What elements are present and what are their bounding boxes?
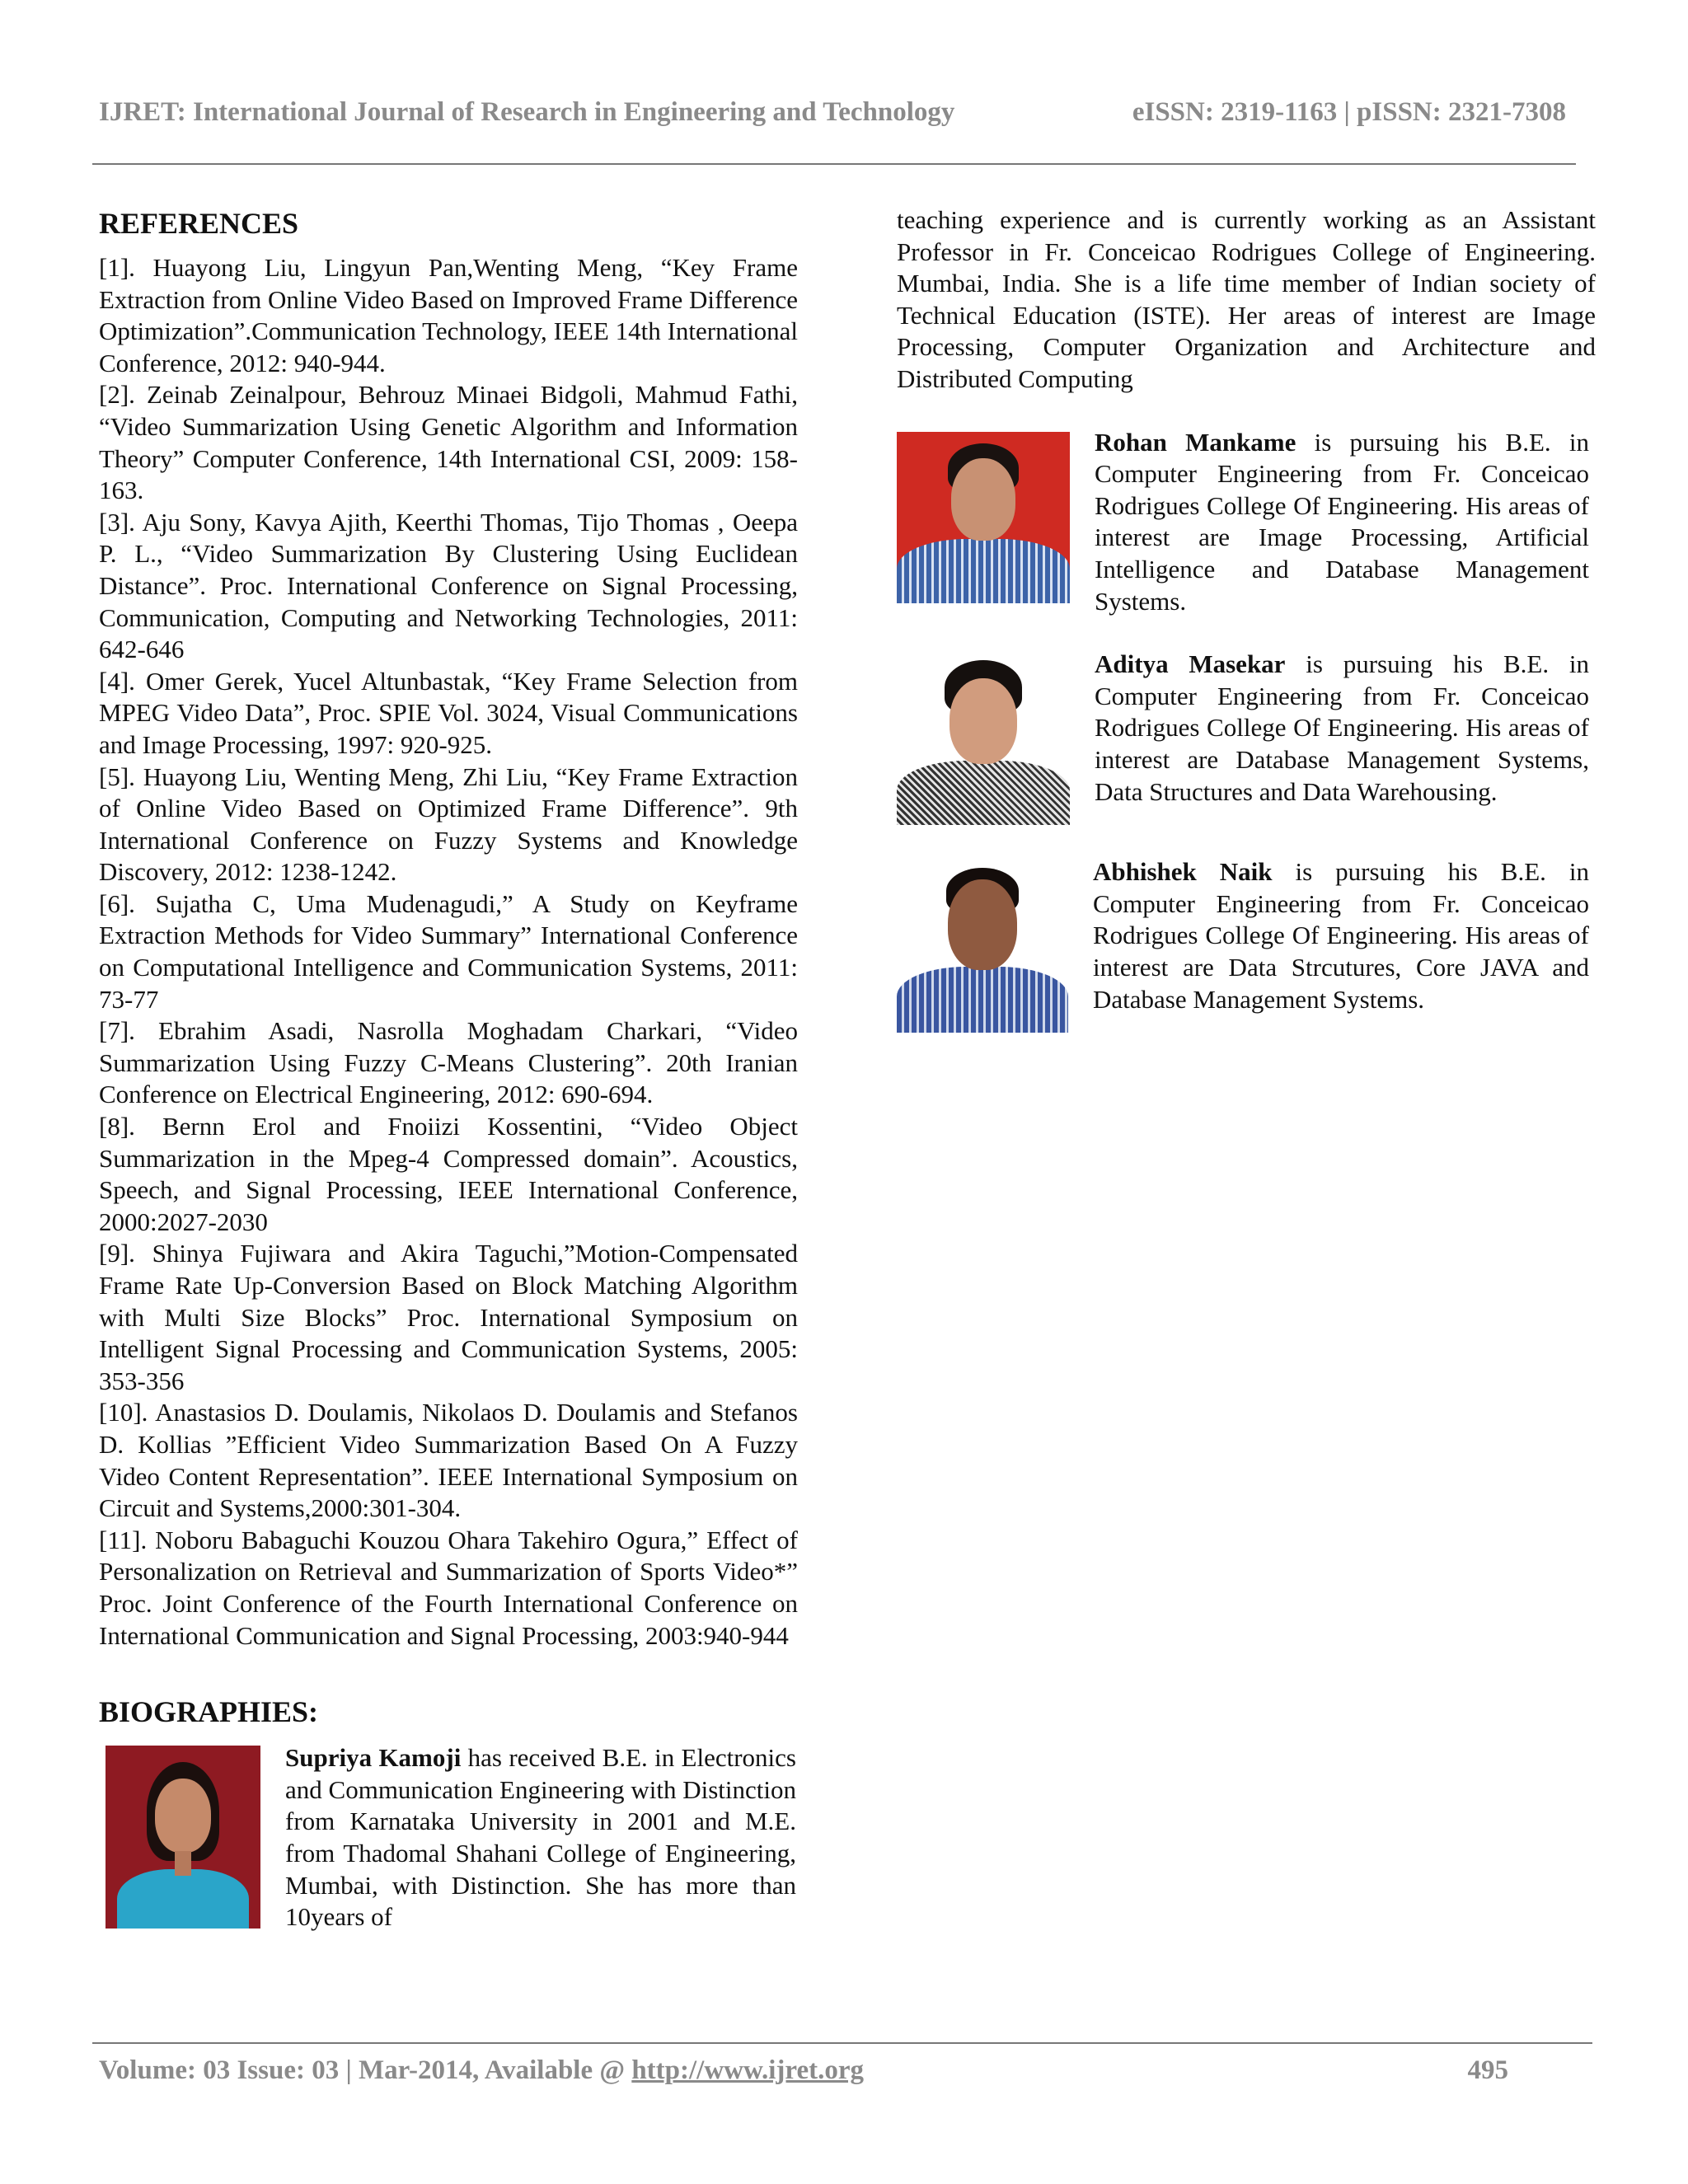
reference-9: [9]. Shinya Fujiwara and Akira Taguchi,”Motion-Compensated Frame Rate Up-Conversion Based on Block Matching Algorithm with Multi Size Blocks” Proc. International Symposium on Intelligent Signal Processing and Communication Systems, 2005: 353-356 (99, 1239, 798, 1395)
bio-text-rohan: Rohan Mankame is pursuing his B.E. in Computer Engineering from Fr. Conceicao Rodrigues College Of Engineering. His areas of interest are Image Processing, Artificial Intelligence and Database Management Systems. (1095, 427, 1589, 616)
bio-name-abhishek: Abhishek Naik (1093, 857, 1273, 887)
right-column (897, 204, 1596, 1033)
running-footer (99, 2055, 1508, 2086)
bio-name-aditya: Aditya Masekar (1095, 649, 1286, 679)
bio-supriya-continued: teaching experience and is currently working as an Assistant Professor in Fr. Conceicao Rodrigues College of Engineering. Mumbai, India. She is a life time member of Indian society of Technical Education (ISTE). Her areas of interest are Image Processing, Computer Organization and Architecture and Distributed Computing (897, 205, 1596, 393)
author-photo-aditya (897, 654, 1070, 825)
running-header (99, 97, 1566, 128)
reference-5: [5]. Huayong Liu, Wenting Meng, Zhi Liu, “Key Frame Extraction of Online Video Based on Optimized Frame Difference”. 9th International Conference on Fuzzy Systems and Knowledge Discovery, 2012: 1238-1242. (99, 762, 798, 887)
bio-rohan (897, 427, 1596, 618)
volume-info: Volume: 03 Issue: 03 | Mar-2014, Available @ http://www.ijret.org (99, 2055, 864, 2085)
footer-divider (92, 2042, 1592, 2044)
issn-info: eISSN: 2319-1163 | pISSN: 2321-7308 (1132, 97, 1566, 127)
author-photo-rohan (897, 432, 1070, 603)
bio-text-abhishek: Abhishek Naik is pursuing his B.E. in Computer Engineering from Fr. Conceicao Rodrigues College Of Engineering. His areas of interest are Data Strcutures, Core JAVA and Database Management Systems. (1093, 857, 1589, 1014)
journal-title: IJRET: International Journal of Research in Engineering and Technology (99, 97, 955, 127)
references-heading: REFERENCES (99, 207, 299, 240)
reference-6: [6]. Sujatha C, Uma Mudenagudi,” A Study on Keyframe Extraction Methods for Video Summary” International Conference on Computational Intelligence and Communication Systems, 2011: 73-77 (99, 888, 798, 1014)
author-photo-supriya (106, 1746, 260, 1929)
page-number: 495 (1467, 2055, 1508, 2085)
reference-4: [4]. Omer Gerek, Yucel Altunbastak, “Key Frame Selection from MPEG Video Data”, Proc. SPIE Vol. 3024, Visual Communications and Image Processing, 1997: 920-925. (99, 666, 798, 759)
bio-aditya (897, 649, 1596, 825)
author-photo-abhishek (897, 861, 1068, 1033)
reference-10: [10]. Anastasios D. Doulamis, Nikolaos D. Doulamis and Stefanos D. Kollias ”Efficient Video Summarization Based On A Fuzzy Video Content Representation”. IEEE International Symposium on Circuit and Systems,2000:301-304. (99, 1398, 798, 1523)
reference-3: [3]. Aju Sony, Kavya Ajith, Keerthi Thomas, Tijo Thomas , Oeepa P. L., “Video Summarization By Clustering Using Euclidean Distance”. Proc. International Conference on Signal Processing, Communication, Computing and Networking Technologies, 2011: 642-646 (99, 507, 798, 664)
bio-name-rohan: Rohan Mankame (1095, 427, 1296, 457)
reference-1: [1]. Huayong Liu, Lingyun Pan,Wenting Meng, “Key Frame Extraction from Online Video Based on Improved Frame Difference Optimization”.Communication Technology, IEEE 14th International Conference, 2012: 940-944. (99, 253, 798, 377)
journal-link[interactable]: http://www.ijret.org (631, 2055, 864, 2085)
bio-name-supriya: Supriya Kamoji (285, 1743, 462, 1773)
bio-text-supriya: Supriya Kamoji has received B.E. in Electronics and Communication Engineering with Distinction from Karnataka University in 2001 and M.E. from Thadomal Shahani College of Engineering, Mumbai, with Distinction. She has more than 10years of (285, 1743, 796, 1932)
reference-2: [2]. Zeinab Zeinalpour, Behrouz Minaei Bidgoli, Mahmud Fathi, “Video Summarization Using Genetic Algorithm and Information Theory” Computer Conference, 14th International CSI, 2009: 158-163. (99, 380, 798, 505)
bio-text-aditya: Aditya Masekar is pursuing his B.E. in Computer Engineering from Fr. Conceicao Rodrigues College Of Engineering. His areas of interest are Database Management Systems, Data Structures and Data Warehousing. (1095, 649, 1589, 806)
biographies-heading: BIOGRAPHIES: (99, 1695, 319, 1729)
header-divider (92, 163, 1576, 165)
reference-8: [8]. Bernn Erol and Fnoiizi Kossentini, “Video Object Summarization in the Mpeg-4 Compressed domain”. Acoustics, Speech, and Signal Processing, IEEE International Conference, 2000:2027-2030 (99, 1112, 798, 1236)
reference-list (99, 252, 798, 1652)
reference-7: [7]. Ebrahim Asadi, Nasrolla Moghadam Charkari, “Video Summarization Using Fuzzy C-Means Clustering”. 20th Iranian Conference on Electrical Engineering, 2012: 690-694. (99, 1016, 798, 1109)
bio-abhishek (897, 856, 1596, 1033)
left-column (99, 204, 798, 1933)
reference-11: [11]. Noboru Babaguchi Kouzou Ohara Takehiro Ogura,” Effect of Personalization on Retrieval and Summarization of Sports Video*” Proc. Joint Conference of the Fourth International Conference on International Communication and Signal Processing, 2003:940-944 (99, 1525, 798, 1650)
bio-supriya (99, 1742, 798, 1933)
